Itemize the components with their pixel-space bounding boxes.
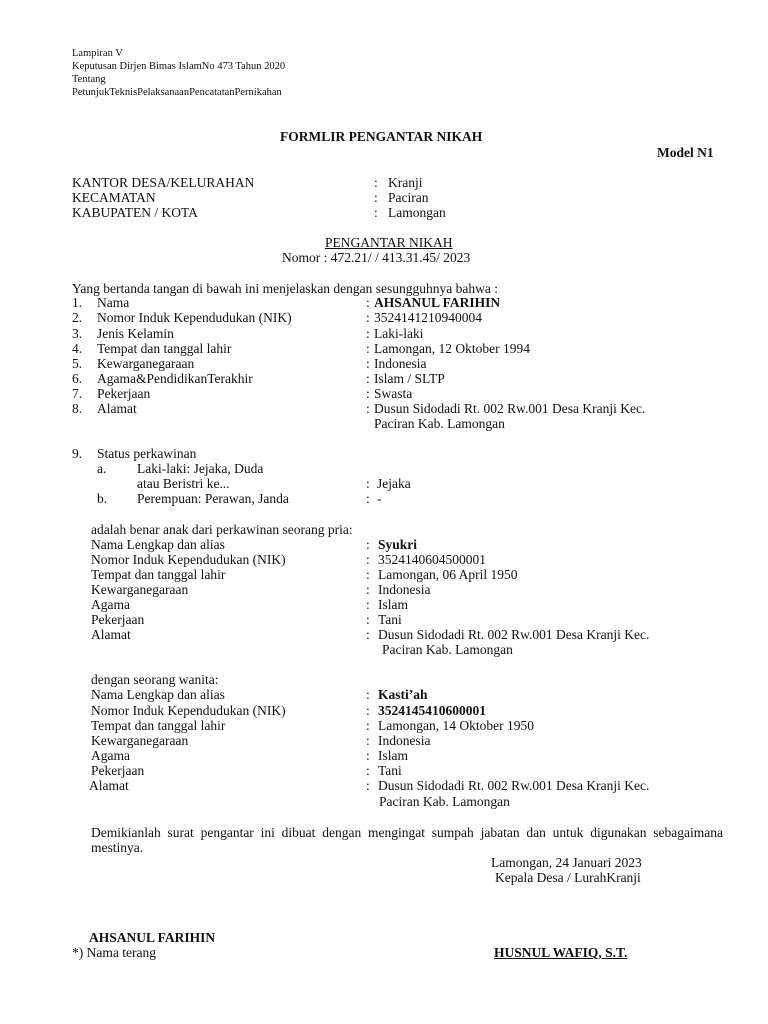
- item-number: 5.: [72, 356, 83, 371]
- colon: :: [366, 627, 370, 642]
- tentang-text: Tentang: [72, 74, 106, 85]
- colon: :: [366, 567, 370, 582]
- pekerjaan-value: Swasta: [374, 386, 413, 401]
- mother-pekerjaan-label: Pekerjaan: [91, 763, 145, 778]
- father-ttl-value: Lamongan, 06 April 1950: [378, 567, 518, 582]
- colon: :: [374, 190, 378, 205]
- father-nik-value: 3524140604500001: [378, 552, 486, 567]
- father-kewarganegaraan-value: Indonesia: [378, 582, 431, 597]
- mother-agama-label: Agama: [91, 748, 130, 763]
- father-kewarganegaraan-label: Kewarganegaraan: [91, 582, 189, 597]
- status-b-label: Perempuan: Perawan, Janda: [137, 491, 289, 506]
- father-intro: adalah benar anak dari perkawinan seorang pria:: [91, 522, 353, 537]
- colon: :: [366, 582, 370, 597]
- pekerjaan-label: Pekerjaan: [97, 386, 151, 401]
- colon: :: [366, 597, 370, 612]
- father-nama-label: Nama Lengkap dan alias: [91, 537, 225, 552]
- ttl-value: Lamongan, 12 Oktober 1994: [374, 341, 530, 356]
- colon: :: [366, 718, 370, 733]
- father-alamat-value-line2: Paciran Kab. Lamongan: [382, 642, 513, 657]
- colon: :: [366, 703, 370, 718]
- nama-terang-note: *) Nama terang: [72, 945, 156, 960]
- status-a-label-line2: atau Beristri ke...: [137, 476, 230, 491]
- status-a-label: Laki-laki: Jejaka, Duda: [137, 461, 264, 476]
- nomor-text: Nomor : 472.21/ / 413.31.45/ 2023: [282, 250, 471, 265]
- mother-nama-value: Kasti’ah: [378, 687, 428, 702]
- item-number: 7.: [72, 386, 83, 401]
- colon: :: [366, 476, 370, 491]
- colon: :: [366, 310, 370, 325]
- colon: :: [366, 778, 370, 793]
- kabupaten-value: Lamongan: [388, 205, 446, 220]
- intro-text: Yang bertanda tangan di bawah ini menjelaskan dengan sesungguhnya bahwa :: [72, 281, 499, 296]
- model-label: Model N1: [657, 145, 714, 160]
- mother-nik-label: Nomor Induk Kependudukan (NIK): [91, 703, 286, 718]
- father-nik-label: Nomor Induk Kependudukan (NIK): [91, 552, 286, 567]
- colon: :: [374, 205, 378, 220]
- father-agama-label: Agama: [91, 597, 130, 612]
- mother-pekerjaan-value: Tani: [378, 763, 402, 778]
- item-number: 2.: [72, 310, 83, 325]
- mother-agama-value: Islam: [378, 748, 408, 763]
- father-ttl-label: Tempat dan tanggal lahir: [91, 567, 226, 582]
- colon: :: [366, 748, 370, 763]
- mother-ttl-value: Lamongan, 14 Oktober 1950: [378, 718, 534, 733]
- mother-alamat-label: Alamat: [89, 778, 129, 793]
- mother-nik-value: 3524145410600001: [378, 703, 486, 718]
- colon: :: [366, 326, 370, 341]
- kecamatan-label: KECAMATAN: [72, 190, 156, 205]
- kabupaten-label: KABUPATEN / KOTA: [72, 205, 198, 220]
- subtitle: PENGANTAR NIKAH: [325, 235, 453, 250]
- status-a-value: Jejaka: [377, 476, 411, 491]
- item-number: 6.: [72, 371, 83, 386]
- alamat-value-line2: Paciran Kab. Lamongan: [374, 416, 505, 431]
- petunjuk-text: PetunjukTeknisPelaksanaanPencatatanPernikahan: [72, 87, 282, 98]
- mother-ttl-label: Tempat dan tanggal lahir: [91, 718, 226, 733]
- colon: :: [366, 401, 370, 416]
- keputusan-text: Keputusan Dirjen Bimas IslamNo 473 Tahun 2020: [72, 61, 286, 72]
- mother-intro: dengan seorang wanita:: [91, 672, 219, 687]
- sub-letter: b.: [97, 491, 108, 506]
- desa-value: Kranji: [388, 175, 423, 190]
- sub-letter: a.: [97, 461, 107, 476]
- colon: :: [374, 175, 378, 190]
- colon: :: [366, 491, 370, 506]
- place-date: Lamongan, 24 Januari 2023: [491, 855, 642, 870]
- father-pekerjaan-value: Tani: [378, 612, 402, 627]
- colon: :: [366, 295, 370, 310]
- kewarganegaraan-value: Indonesia: [374, 356, 427, 371]
- colon: :: [366, 612, 370, 627]
- father-pekerjaan-label: Pekerjaan: [91, 612, 145, 627]
- colon: :: [366, 371, 370, 386]
- kewarganegaraan-label: Kewarganegaraan: [97, 356, 195, 371]
- kecamatan-value: Paciran: [388, 190, 429, 205]
- nik-label: Nomor Induk Kependudukan (NIK): [97, 310, 292, 325]
- mother-alamat-value: Dusun Sidodadi Rt. 002 Rw.001 Desa Kranji Kec.: [378, 778, 650, 793]
- father-agama-value: Islam: [378, 597, 408, 612]
- lampiran-text: Lampiran V: [72, 48, 123, 59]
- item-number: 8.: [72, 401, 83, 416]
- applicant-name: AHSANUL FARIHIN: [89, 930, 216, 945]
- item-number: 1.: [72, 295, 83, 310]
- colon: :: [366, 537, 370, 552]
- father-alamat-label: Alamat: [91, 627, 131, 642]
- ttl-label: Tempat dan tanggal lahir: [97, 341, 232, 356]
- colon: :: [366, 763, 370, 778]
- jenis-kelamin-label: Jenis Kelamin: [97, 326, 174, 341]
- colon: :: [366, 552, 370, 567]
- alamat-value: Dusun Sidodadi Rt. 002 Rw.001 Desa Kranji Kec.: [374, 401, 646, 416]
- status-label: Status perkawinan: [97, 446, 197, 461]
- form-title: FORMLIR PENGANTAR NIKAH: [280, 129, 483, 144]
- colon: :: [366, 733, 370, 748]
- colon: :: [366, 386, 370, 401]
- nik-value: 3524141210940004: [374, 310, 482, 325]
- mother-kewarganegaraan-value: Indonesia: [378, 733, 431, 748]
- alamat-label: Alamat: [97, 401, 137, 416]
- colon: :: [366, 341, 370, 356]
- colon: :: [366, 356, 370, 371]
- desa-label: KANTOR DESA/KELURAHAN: [72, 175, 255, 190]
- signer-name: HUSNUL WAFIQ, S.T.: [494, 945, 628, 960]
- item-number: 9.: [72, 446, 83, 461]
- signer-title: Kepala Desa / LurahKranji: [495, 870, 641, 885]
- nama-label: Nama: [97, 295, 130, 310]
- father-nama-value: Syukri: [378, 537, 418, 552]
- jenis-kelamin-value: Laki-laki: [374, 326, 424, 341]
- colon: :: [366, 687, 370, 702]
- mother-kewarganegaraan-label: Kewarganegaraan: [91, 733, 189, 748]
- status-b-value: -: [377, 491, 382, 506]
- mother-alamat-value-line2: Paciran Kab. Lamongan: [379, 794, 510, 809]
- agama-pendidikan-label: Agama&PendidikanTerakhir: [97, 371, 253, 386]
- agama-pendidikan-value: Islam / SLTP: [374, 371, 445, 386]
- nama-value: AHSANUL FARIHIN: [374, 295, 501, 310]
- closing-paragraph: Demikianlah surat pengantar ini dibuat dengan mengingat sumpah jabatan dan untuk digunakan sebagaimana mestinya.: [91, 825, 723, 855]
- father-alamat-value: Dusun Sidodadi Rt. 002 Rw.001 Desa Kranji Kec.: [378, 627, 650, 642]
- item-number: 4.: [72, 341, 83, 356]
- mother-nama-label: Nama Lengkap dan alias: [91, 687, 225, 702]
- item-number: 3.: [72, 326, 83, 341]
